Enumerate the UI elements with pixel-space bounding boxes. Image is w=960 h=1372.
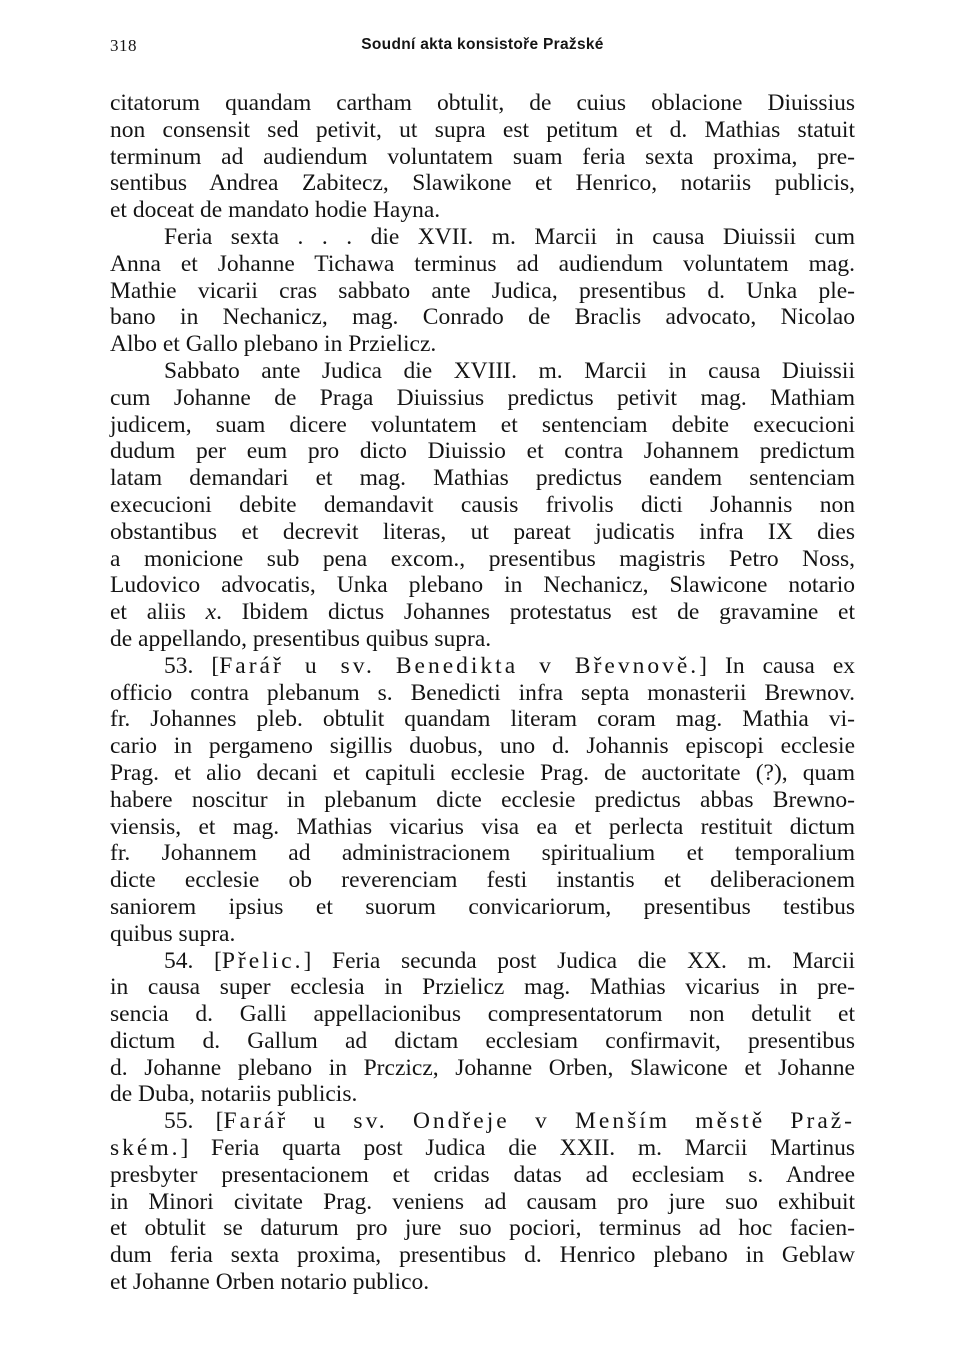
text-line: fr. Johannes pleb. obtulit quandam literam coram mag. Mathia vi- [110, 706, 855, 733]
text-line: Feria sexta . . . die XVII. m. Marcii in causa Diuissii cum [164, 223, 855, 250]
text-line: quibus supra. [110, 920, 236, 947]
spaced-heading-text: Farář u sv. Ondřeje v Menším městě Praž- [223, 1108, 856, 1135]
text-line: de Duba, notariis publicis. [110, 1081, 358, 1108]
section-heading-54: 54. [Přelic.] Feria secunda post Judica die XX. m. Marcii [164, 947, 855, 974]
text-line: Sabbato ante Judica die XVIII. m. Marcii in causa Diuissii [164, 357, 855, 384]
text-line: cum Johanne de Praga Diuissius predictus petivit mag. Mathiam [110, 384, 855, 411]
spaced-heading-text: ském. [110, 1135, 181, 1162]
body-text [110, 90, 855, 1296]
text-line: viensis, et mag. Mathias vicarius visa ea et perlecta restituit dictum [110, 813, 855, 840]
text-line: non consensit sed petivit, ut supra est petitum et d. Mathias statuit [110, 116, 855, 143]
text-line: sencia d. Galli appellacionibus compresentatorum non detulit et [110, 1001, 855, 1028]
running-title: Soudní akta konsistoře Pražské [361, 36, 604, 53]
text-line: Prag. et alio decani et capituli ecclesie Prag. de auctoritate (?), quam [110, 759, 855, 786]
text-line: officio contra plebanum s. Benedicti infra septa monasterii Brewnov. [110, 679, 855, 706]
text-line: sentibus Andrea Zabitecz, Slawikone et Henrico, notariis publicis, [110, 170, 855, 197]
text-line: Ludovico advocatis, Unka plebano in Nechanicz, Slawicone notario [110, 572, 855, 599]
page-number: 318 [110, 36, 137, 55]
text-line: et aliis x. Ibidem dictus Johannes protestatus est de gravamine et [110, 599, 855, 626]
text-line: dudum per eum pro dicto Diuissio et contra Johannem predictum [110, 438, 855, 465]
text-line: bano in Nechanicz, mag. Conrado de Braclis advocato, Nicolao [110, 304, 855, 331]
section-heading-53: 53. [Farář u sv. Benedikta v Břevnově.] In causa ex [164, 652, 855, 679]
text-line: judicem, suam dicere voluntatem et sentenciam debite execucioni [110, 411, 855, 438]
text-line: Anna et Johanne Tichawa terminus ad audiendum voluntatem mag. [110, 250, 855, 277]
text-line: a monicione sub pena excom., presentibus magistris Petro Noss, [110, 545, 855, 572]
text-line: et doceat de mandato hodie Hayna. [110, 197, 441, 224]
spaced-heading-text: Přelic. [221, 947, 304, 974]
text-line: obstantibus et decrevit literas, ut pareat judicatis infra IX dies [110, 518, 855, 545]
text-line: Mathie vicarii cras sabbato ante Judica, presentibus d. Unka ple- [110, 277, 855, 304]
text-line: dum feria sexta proxima, presentibus d. Henrico plebano in Geblaw [110, 1242, 855, 1269]
text-line: saniorem ipsius et suorum convicariorum, presentibus testibus [110, 893, 855, 920]
text-line: dictum d. Gallum ad dictam ecclesiam confirmavit, presentibus [110, 1027, 855, 1054]
text-line: fr. Johannem ad administracionem spiritualium et temporalium [110, 840, 855, 867]
text-line: terminum ad audiendum voluntatem suam feria sexta proxima, pre- [110, 143, 855, 170]
text-line: de appellando, presentibus quibus supra. [110, 625, 492, 652]
italic-x: x [205, 599, 217, 626]
text-line: latam demandari et mag. Mathias predictus eandem sentenciam [110, 465, 855, 492]
text-line: in causa super ecclesia in Przielicz mag. Mathias vicarius in pre- [110, 974, 855, 1001]
text-line: citatorum quandam cartham obtulit, de cuius oblacione Diuissius [110, 90, 855, 116]
section-heading-55: 55. [Farář u sv. Ondřeje v Menším městě Praž- [164, 1108, 856, 1135]
text-line: ském.] Feria quarta post Judica die XXII. m. Marcii Martinus [110, 1135, 855, 1162]
spaced-heading-text: Farář u sv. Benedikta v Břevnově. [219, 652, 700, 679]
text-line: presbyter presentacionem et cridas datas ad ecclesiam s. Andree [110, 1161, 855, 1188]
text-line: dicte ecclesie ob reverenciam festi instantis et deliberacionem [110, 867, 855, 894]
text-line: in Minori civitate Prag. veniens ad causam pro jure suo exhibuit [110, 1188, 855, 1215]
text-line: habere noscitur in plebanum dicte ecclesie predictus abbas Brewno- [110, 786, 855, 813]
text-line: d. Johanne plebano in Prczicz, Johanne Orben, Slawicone et Johanne [110, 1054, 855, 1081]
text-line: et obtulit se daturum pro jure suo pociori, terminus ad hoc facien- [110, 1215, 855, 1242]
text-line: cario in pergameno sigillis duobus, uno d. Johannis episcopi ecclesie [110, 733, 855, 760]
text-line: Albo et Gallo plebano in Przielicz. [110, 331, 437, 358]
text-line: execucioni debite demandavit causis frivolis dicti Johannis non [110, 491, 855, 518]
running-head [110, 36, 855, 62]
text-line: et Johanne Orben notario publico. [110, 1269, 430, 1296]
